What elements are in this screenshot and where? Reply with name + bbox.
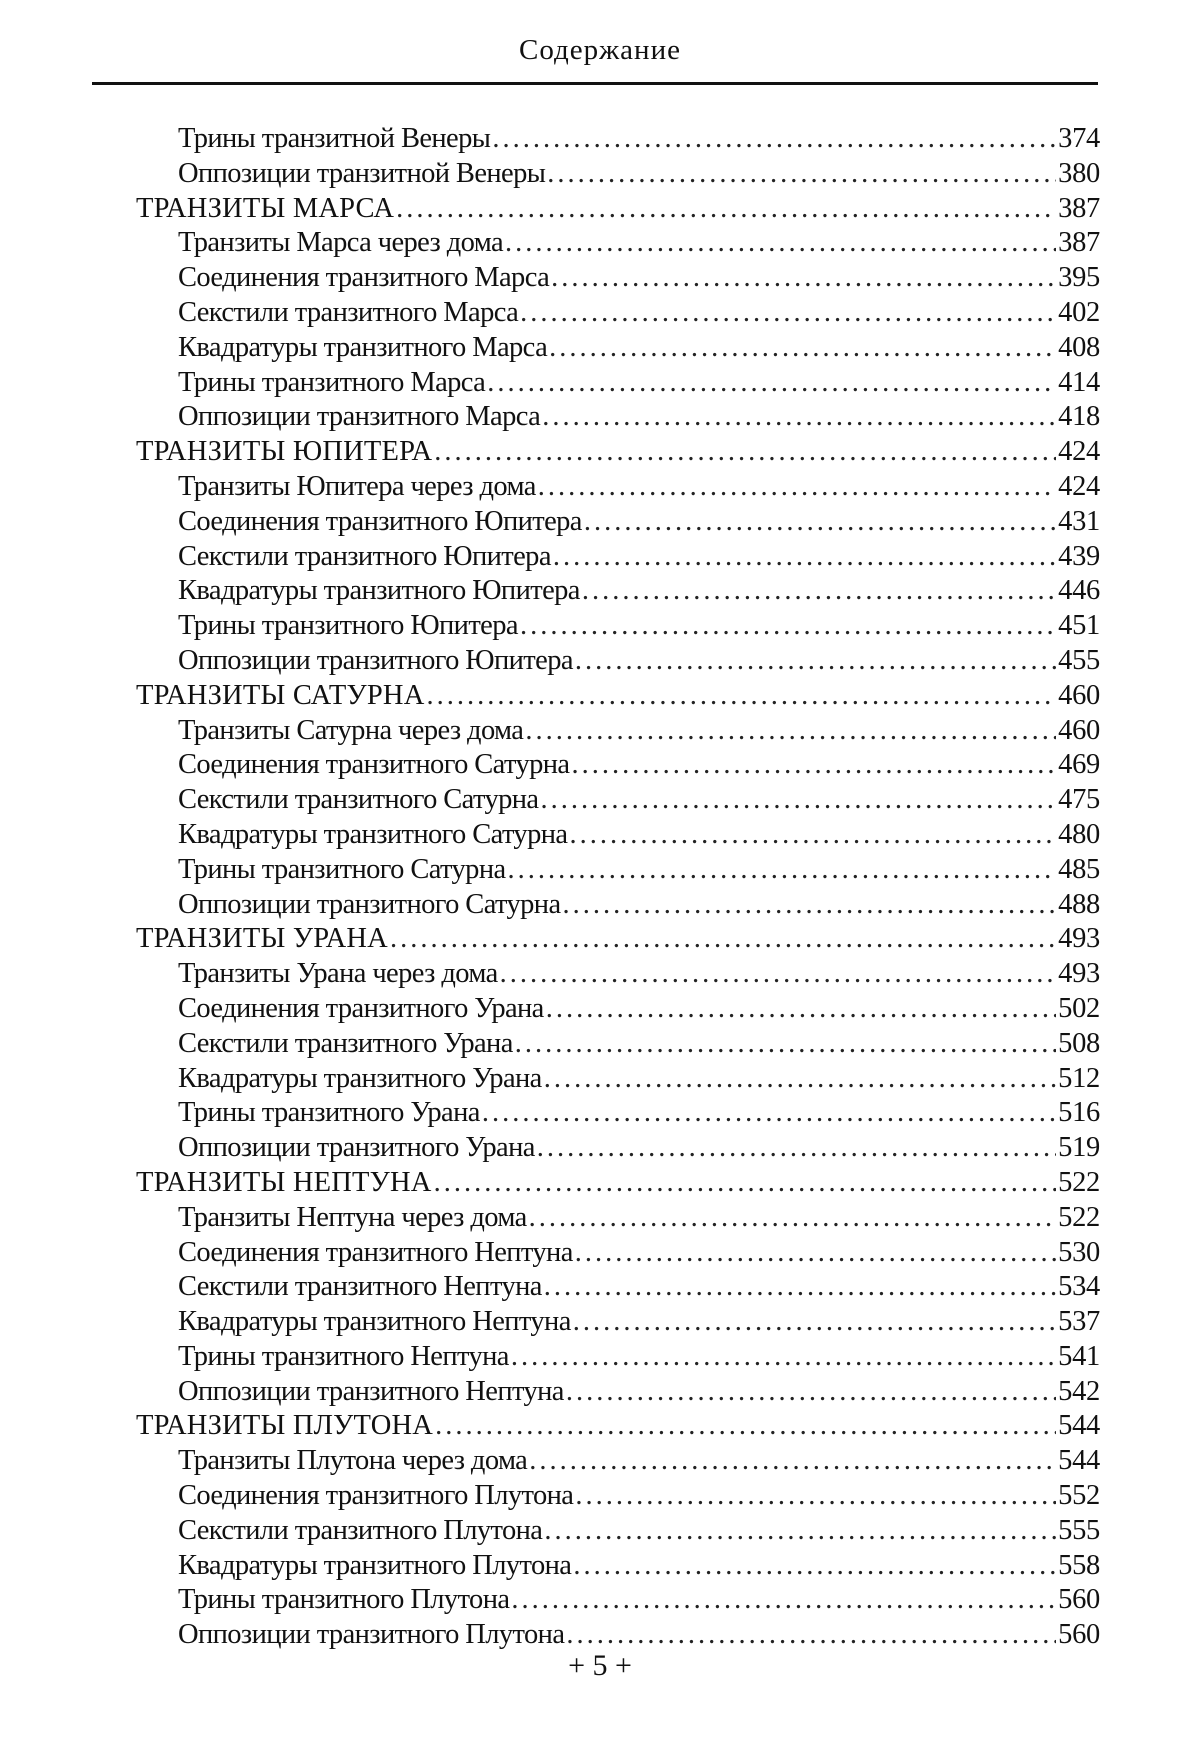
dot-leader <box>547 157 1056 192</box>
dot-leader <box>538 470 1056 505</box>
toc-section-entry <box>0 1131 1100 1166</box>
dot-leader <box>427 679 1057 714</box>
toc-entry-title: Секстили транзитного Нептуна <box>178 1271 542 1303</box>
toc-entry-page-number: 519 <box>1058 1132 1100 1164</box>
toc-entry-title: Оппозиции транзитного Плутона <box>178 1619 565 1651</box>
toc-entry-title: Соединения транзитного Нептуна <box>178 1236 573 1268</box>
toc-section-entry <box>0 992 1100 1027</box>
toc-entry-title: Трины транзитного Плутона <box>178 1584 510 1616</box>
toc-section-entry <box>0 296 1100 331</box>
toc-section-entry <box>0 1305 1100 1340</box>
dot-leader <box>582 574 1056 609</box>
toc-entry-title: Квадратуры транзитного Урана <box>178 1062 542 1094</box>
toc-chapter-entry <box>0 1409 1100 1444</box>
dot-leader <box>525 714 1056 749</box>
toc-entry-page-number: 408 <box>1058 331 1100 363</box>
toc-entry-title: Трины транзитного Сатурна <box>178 853 506 885</box>
dot-leader <box>584 505 1056 540</box>
toc-entry-title: ТРАНЗИТЫ УРАНА <box>136 923 388 955</box>
toc-entry-page-number: 537 <box>1058 1306 1100 1338</box>
toc-entry-page-number: 541 <box>1058 1340 1100 1372</box>
toc-entry-page-number: 380 <box>1058 157 1100 189</box>
toc-entry-page-number: 522 <box>1058 1166 1100 1198</box>
toc-section-entry <box>0 1027 1100 1062</box>
toc-section-entry <box>0 157 1100 192</box>
toc-entry-page-number: 460 <box>1058 714 1100 746</box>
toc-entry-page-number: 480 <box>1058 818 1100 850</box>
toc-entry-page-number: 560 <box>1058 1584 1100 1616</box>
toc-entry-page-number: 516 <box>1058 1097 1100 1129</box>
dot-leader <box>575 644 1056 679</box>
dot-leader <box>529 1201 1056 1236</box>
toc-section-entry <box>0 366 1100 401</box>
dot-leader <box>549 331 1056 366</box>
toc-entry-page-number: 558 <box>1058 1549 1100 1581</box>
toc-entry-page-number: 475 <box>1058 784 1100 816</box>
toc-entry-title: Транзиты Юпитера через дома <box>178 470 536 502</box>
toc-entry-page-number: 493 <box>1058 958 1100 990</box>
toc-entry-title: Квадратуры транзитного Плутона <box>178 1549 572 1581</box>
dot-leader <box>544 1062 1056 1097</box>
toc-entry-title: ТРАНЗИТЫ ЮПИТЕРА <box>136 436 433 468</box>
toc-entry-page-number: 455 <box>1058 644 1100 676</box>
toc-section-entry <box>0 261 1100 296</box>
toc-entry-page-number: 508 <box>1058 1027 1100 1059</box>
toc-section-entry <box>0 957 1100 992</box>
toc-section-entry <box>0 1549 1100 1584</box>
toc-section-entry <box>0 1618 1100 1653</box>
toc-entry-title: Квадратуры транзитного Марса <box>178 331 548 363</box>
toc-entry-page-number: 469 <box>1058 749 1100 781</box>
dot-leader <box>396 192 1056 227</box>
toc-section-entry <box>0 748 1100 783</box>
toc-entry-title: Трины транзитного Урана <box>178 1097 480 1129</box>
toc-entry-page-number: 387 <box>1058 192 1100 224</box>
toc-entry-title: Квадратуры транзитного Нептуна <box>178 1306 571 1338</box>
toc-entry-title: ТРАНЗИТЫ САТУРНА <box>136 679 425 711</box>
toc-entry-page-number: 374 <box>1058 123 1100 154</box>
toc-entry-page-number: 387 <box>1058 227 1100 259</box>
toc-chapter-entry <box>0 679 1100 714</box>
dot-leader <box>520 609 1056 644</box>
toc-entry-title: Транзиты Марса через дома <box>178 227 504 259</box>
toc-entry-title: Секстили транзитного Марса <box>178 296 519 328</box>
toc-entry-title: Секстили транзитного Плутона <box>178 1514 543 1546</box>
toc-section-entry <box>0 1479 1100 1514</box>
toc-entry-page-number: 552 <box>1058 1480 1100 1512</box>
dot-leader <box>573 1549 1056 1584</box>
dot-leader <box>553 540 1056 575</box>
toc-entry-page-number: 424 <box>1058 436 1100 468</box>
dot-leader <box>505 226 1056 261</box>
header-rule <box>92 82 1098 85</box>
dot-leader <box>390 922 1056 957</box>
toc-section-entry <box>0 1201 1100 1236</box>
toc-entry-title: Трины транзитной Венеры <box>178 123 491 154</box>
toc-entry-page-number: 439 <box>1058 540 1100 572</box>
dot-leader <box>520 296 1056 331</box>
toc-section-entry <box>0 888 1100 923</box>
dot-leader <box>487 366 1056 401</box>
dot-leader <box>544 1270 1056 1305</box>
toc-entry-page-number: 555 <box>1058 1514 1100 1546</box>
toc-entry-title: Соединения транзитного Плутона <box>178 1480 574 1512</box>
dot-leader <box>508 853 1057 888</box>
toc-section-entry <box>0 122 1100 157</box>
toc-entry-page-number: 414 <box>1058 366 1100 398</box>
toc-section-entry <box>0 818 1100 853</box>
toc-entry-title: Трины транзитного Марса <box>178 366 486 398</box>
toc-section-entry <box>0 470 1100 505</box>
toc-entry-page-number: 512 <box>1058 1062 1100 1094</box>
toc-section-entry <box>0 226 1100 261</box>
dot-leader <box>515 1027 1056 1062</box>
dot-leader <box>482 1096 1056 1131</box>
toc-entry-page-number: 542 <box>1058 1375 1100 1407</box>
toc-entry-title: ТРАНЗИТЫ НЕПТУНА <box>136 1166 432 1198</box>
dot-leader <box>435 1409 1056 1444</box>
toc-section-entry <box>0 853 1100 888</box>
toc-entry-title: Соединения транзитного Урана <box>178 992 544 1024</box>
toc-entry-page-number: 502 <box>1058 992 1100 1024</box>
toc-entry-page-number: 530 <box>1058 1236 1100 1268</box>
dot-leader <box>540 783 1056 818</box>
toc-entry-page-number: 485 <box>1058 853 1100 885</box>
toc-section-entry <box>0 505 1100 540</box>
toc-entry-title: Транзиты Сатурна через дома <box>178 714 524 746</box>
toc-entry-page-number: 402 <box>1058 296 1100 328</box>
toc-section-entry <box>0 609 1100 644</box>
toc-entry-title: Транзиты Урана через дома <box>178 958 498 990</box>
dot-leader <box>434 435 1056 470</box>
toc-section-entry <box>0 1340 1100 1375</box>
toc-chapter-entry <box>0 922 1100 957</box>
table-of-contents <box>0 122 1200 1653</box>
dot-leader <box>511 1583 1056 1618</box>
dot-leader <box>546 992 1056 1027</box>
toc-entry-page-number: 424 <box>1058 470 1100 502</box>
toc-entry-title: Оппозиции транзитного Урана <box>178 1132 535 1164</box>
dot-leader <box>500 957 1057 992</box>
toc-section-entry <box>0 400 1100 435</box>
toc-entry-title: Оппозиции транзитной Венеры <box>178 157 546 189</box>
dot-leader <box>575 1479 1056 1514</box>
toc-entry-page-number: 418 <box>1058 401 1100 433</box>
dot-leader <box>563 888 1057 923</box>
toc-entry-title: Транзиты Плутона через дома <box>178 1445 528 1477</box>
running-header: Содержание <box>519 34 681 66</box>
dot-leader <box>571 748 1056 783</box>
toc-entry-page-number: 446 <box>1058 575 1100 607</box>
toc-chapter-entry <box>0 435 1100 470</box>
toc-entry-page-number: 460 <box>1058 679 1100 711</box>
toc-section-entry <box>0 540 1100 575</box>
toc-entry-title: Секстили транзитного Юпитера <box>178 540 551 572</box>
toc-entry-page-number: 493 <box>1058 923 1100 955</box>
dot-leader <box>434 1166 1057 1201</box>
toc-section-entry <box>0 1444 1100 1479</box>
toc-entry-page-number: 395 <box>1058 262 1100 294</box>
dot-leader <box>537 1131 1056 1166</box>
toc-entry-title: Оппозиции транзитного Сатурна <box>178 888 561 920</box>
dot-leader <box>575 1236 1056 1271</box>
toc-entry-page-number: 451 <box>1058 610 1100 642</box>
toc-section-entry <box>0 1583 1100 1618</box>
toc-entry-title: Секстили транзитного Урана <box>178 1027 513 1059</box>
toc-section-entry <box>0 1236 1100 1271</box>
page-number: + 5 + <box>568 1649 632 1682</box>
toc-section-entry <box>0 1514 1100 1549</box>
toc-entry-page-number: 488 <box>1058 888 1100 920</box>
dot-leader <box>566 1618 1056 1653</box>
dot-leader <box>569 818 1056 853</box>
toc-section-entry <box>0 783 1100 818</box>
toc-chapter-entry <box>0 1166 1100 1201</box>
toc-entry-title: Секстили транзитного Сатурна <box>178 784 539 816</box>
toc-section-entry <box>0 1375 1100 1410</box>
dot-leader <box>573 1305 1056 1340</box>
toc-entry-title: Транзиты Нептуна через дома <box>178 1201 527 1233</box>
toc-entry-title: Соединения транзитного Юпитера <box>178 505 582 537</box>
toc-section-entry <box>0 1096 1100 1131</box>
toc-section-entry <box>0 1270 1100 1305</box>
toc-entry-page-number: 522 <box>1058 1201 1100 1233</box>
toc-section-entry <box>0 714 1100 749</box>
dot-leader <box>511 1340 1056 1375</box>
toc-entry-title: Квадратуры транзитного Сатурна <box>178 818 568 850</box>
toc-entry-title: Трины транзитного Нептуна <box>178 1340 509 1372</box>
toc-entry-title: Трины транзитного Юпитера <box>178 610 518 642</box>
toc-entry-title: Оппозиции транзитного Юпитера <box>178 644 573 676</box>
dot-leader <box>544 1514 1056 1549</box>
dot-leader <box>566 1375 1056 1410</box>
toc-entry-title: Оппозиции транзитного Нептуна <box>178 1375 564 1407</box>
dot-leader <box>551 261 1056 296</box>
toc-entry-page-number: 534 <box>1058 1271 1100 1303</box>
toc-section-entry <box>0 331 1100 366</box>
toc-entry-page-number: 544 <box>1058 1410 1100 1442</box>
toc-entry-page-number: 431 <box>1058 505 1100 537</box>
toc-section-entry <box>0 574 1100 609</box>
toc-entry-title: Квадратуры транзитного Юпитера <box>178 575 580 607</box>
toc-entry-title: ТРАНЗИТЫ МАРСА <box>136 192 395 224</box>
toc-entry-title: Соединения транзитного Сатурна <box>178 749 570 781</box>
toc-entry-page-number: 544 <box>1058 1445 1100 1477</box>
toc-chapter-entry <box>0 192 1100 227</box>
dot-leader <box>529 1444 1056 1479</box>
toc-section-entry <box>0 1062 1100 1097</box>
toc-entry-title: Оппозиции транзитного Марса <box>178 401 541 433</box>
dot-leader <box>492 122 1056 157</box>
toc-entry-page-number: 560 <box>1058 1619 1100 1651</box>
toc-entry-title: Соединения транзитного Марса <box>178 262 550 294</box>
toc-entry-title: ТРАНЗИТЫ ПЛУТОНА <box>136 1410 434 1442</box>
dot-leader <box>542 400 1056 435</box>
toc-section-entry <box>0 644 1100 679</box>
